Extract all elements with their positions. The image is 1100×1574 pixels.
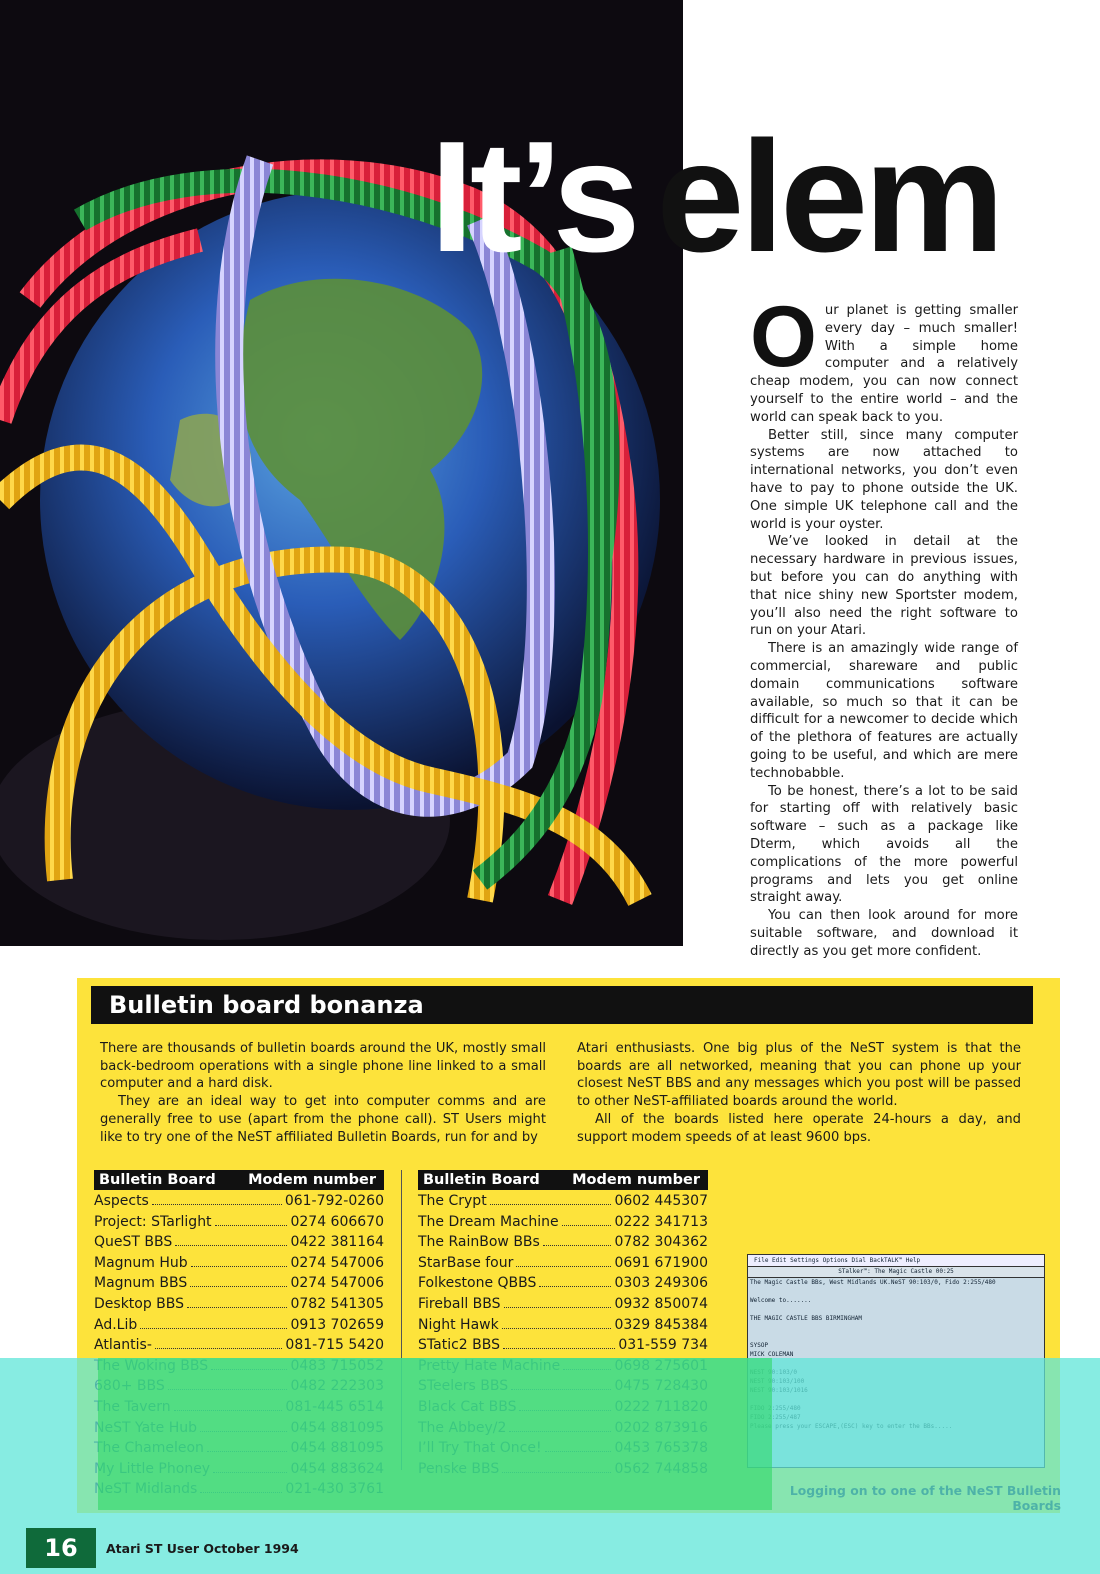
table-row <box>418 1214 708 1235</box>
board-name: Night Hawk <box>418 1316 499 1333</box>
modem-number: 0782 304362 <box>614 1234 708 1251</box>
green-overlay <box>98 1358 772 1510</box>
modem-number: 0222 341713 <box>614 1213 708 1230</box>
leader-dots <box>175 1245 287 1246</box>
table-row <box>418 1255 708 1276</box>
table-row <box>418 1234 708 1255</box>
board-name: Magnum BBS <box>94 1275 188 1292</box>
modem-number: 0691 671900 <box>614 1254 708 1271</box>
modem-number: 061-792-0260 <box>284 1193 384 1209</box>
modem-number: 0274 547006 <box>290 1275 384 1292</box>
board-name: Magnum Hub <box>94 1254 188 1271</box>
board-name: Aspects <box>94 1193 149 1209</box>
header-modem: Modem number <box>572 1172 700 1188</box>
screenshot-line: Welcome to....... <box>750 1297 812 1304</box>
modem-number: 0422 381164 <box>290 1234 384 1251</box>
modem-number: 0782 541305 <box>290 1295 384 1312</box>
headline-word-elem: elem <box>656 109 1001 285</box>
leader-dots <box>490 1204 612 1205</box>
leader-dots <box>140 1328 287 1329</box>
header-modem: Modem number <box>248 1172 376 1188</box>
screenshot-line <box>748 1287 1044 1296</box>
header-board: Bulletin Board <box>99 1172 216 1188</box>
table-row <box>94 1255 384 1276</box>
leader-dots <box>516 1266 611 1267</box>
modem-number: 0913 702659 <box>290 1316 384 1333</box>
modem-number: 0274 547006 <box>290 1254 384 1271</box>
screenshot-line: The Magic Castle BBs, West Midlands UK.NeST 90:103/0, Fido 2:255/480 <box>750 1279 996 1286</box>
board-name: Folkestone QBBS <box>418 1275 537 1292</box>
board-name: Ad.Lib <box>94 1316 138 1333</box>
leader-dots <box>187 1307 287 1308</box>
screenshot-line: MICK COLEMAN <box>750 1351 794 1358</box>
screenshot-line: THE MAGIC CASTLE BBS BIRMINGHAM <box>750 1315 862 1322</box>
boxout-paragraph: There are thousands of bulletin boards around the UK, mostly small back-bedroom operations with a single phone line linked to a small computer and a hard disk. <box>100 1041 546 1092</box>
screenshot-titlebar: STalker™: The Magic Castle 00:25 <box>748 1267 1044 1278</box>
intro-paragraph: We’ve looked in detail at the necessary hardware in previous issues, but before you can do anything with that nice shiny new Sportster modem, you’ll also need the right software to run on your Atari. <box>750 534 1018 639</box>
screenshot-line: SYSOP <box>750 1342 769 1349</box>
leader-dots <box>562 1225 612 1226</box>
board-name: QueST BBS <box>94 1234 173 1251</box>
headline-word-its: It’s <box>430 109 637 285</box>
table-header <box>94 1170 384 1190</box>
table-row <box>94 1275 384 1296</box>
table-row <box>94 1193 384 1214</box>
leader-dots <box>191 1266 288 1267</box>
boxout-left-column <box>100 1040 546 1146</box>
table-row <box>418 1337 708 1358</box>
board-name: The Dream Machine <box>418 1213 559 1230</box>
board-name: The RainBow BBs <box>418 1234 540 1251</box>
board-name: STatic2 BBS <box>418 1337 500 1354</box>
screenshot-line <box>748 1332 1044 1341</box>
table-row <box>94 1337 384 1358</box>
leader-dots <box>155 1348 283 1349</box>
intro-paragraph: There is an amazingly wide range of commercial, shareware and public domain communications software available, so much so that it can be difficult for a newcomer to decide which of the plethora of features are actually going to be useful, and which are mere technobabble. <box>750 641 1018 781</box>
table-row <box>418 1275 708 1296</box>
modem-number: 0329 845384 <box>614 1316 708 1333</box>
boxout-paragraph: Atari enthusiasts. One big plus of the NeST system is that the boards are all networked, meaning that you can phone up your closest NeST BBS and any messages which you post will be passed to other NeST-affiliated boards around the world. <box>577 1041 1021 1110</box>
modem-number: 081-715 5420 <box>285 1337 384 1354</box>
intro-paragraph: To be honest, there’s a lot to be said for starting off with relatively basic software – such as a package like Dterm, which avoids all the complications of the more powerful programs and lets you get online straight away. <box>750 783 1018 906</box>
header-board: Bulletin Board <box>423 1172 540 1188</box>
modem-number: 0932 850074 <box>614 1295 708 1312</box>
leader-dots <box>502 1328 612 1329</box>
boxout-paragraph: All of the boards listed here operate 24-hours a day, and support modem speeds of at least 9600 bps. <box>577 1111 1021 1145</box>
boxout-paragraph: They are an ideal way to get into computer comms and are generally free to use (apart from the phone call). ST Users might like to try one of the NeST affiliated Bulletin Boards, run for and by <box>100 1094 546 1145</box>
board-name: The Crypt <box>418 1193 487 1209</box>
boxout-right-column <box>577 1040 1021 1146</box>
drop-cap: O <box>750 289 817 385</box>
board-name: Desktop BBS <box>94 1295 185 1312</box>
leader-dots <box>504 1307 612 1308</box>
table-row <box>418 1193 708 1214</box>
leader-dots <box>190 1286 287 1287</box>
table-row <box>418 1296 708 1317</box>
publication-info: Atari ST User October 1994 <box>106 1540 299 1556</box>
screenshot-line <box>748 1305 1044 1314</box>
screenshot-line <box>748 1323 1044 1332</box>
leader-dots <box>215 1225 288 1226</box>
intro-paragraph: Better still, since many computer systems are now attached to international networks, you don’t even have to pay to phone outside the UK. One simple UK telephone call and the world is your oyster. <box>750 427 1018 532</box>
leader-dots <box>152 1204 282 1205</box>
leader-dots <box>543 1245 612 1246</box>
table-row <box>94 1214 384 1235</box>
page-footer <box>26 1528 299 1568</box>
modem-number: 0274 606670 <box>290 1213 384 1230</box>
screenshot-menubar: File Edit Settings Options Dial BackTALK™ Help <box>748 1255 1044 1267</box>
intro-paragraph: You can then look around for more suitable software, and download it directly as you get more confident. <box>750 908 1018 959</box>
board-name: Atlantis- <box>94 1337 152 1354</box>
boxout-title: Bulletin board bonanza <box>91 986 1033 1024</box>
table-row <box>94 1296 384 1317</box>
modem-number: 0602 445307 <box>614 1193 708 1209</box>
intro-paragraph: Our planet is getting smaller every day – much smaller! With a simple home computer and a relatively cheap modem, you can now connect yourself to the entire world – and the world can speak back to you. <box>750 289 1018 425</box>
table-row <box>418 1317 708 1338</box>
modem-number: 0303 249306 <box>614 1275 708 1292</box>
board-name: Fireball BBS <box>418 1295 501 1312</box>
modem-number: 031-559 734 <box>618 1337 708 1354</box>
table-row <box>94 1317 384 1338</box>
leader-dots <box>503 1348 615 1349</box>
table-row <box>94 1234 384 1255</box>
board-name: StarBase four <box>418 1254 514 1271</box>
article-headline <box>430 109 1001 285</box>
leader-dots <box>539 1286 611 1287</box>
board-name: Project: STarlight <box>94 1213 212 1230</box>
table-header <box>418 1170 708 1190</box>
article-intro <box>750 289 1018 960</box>
page-number: 16 <box>26 1528 96 1568</box>
